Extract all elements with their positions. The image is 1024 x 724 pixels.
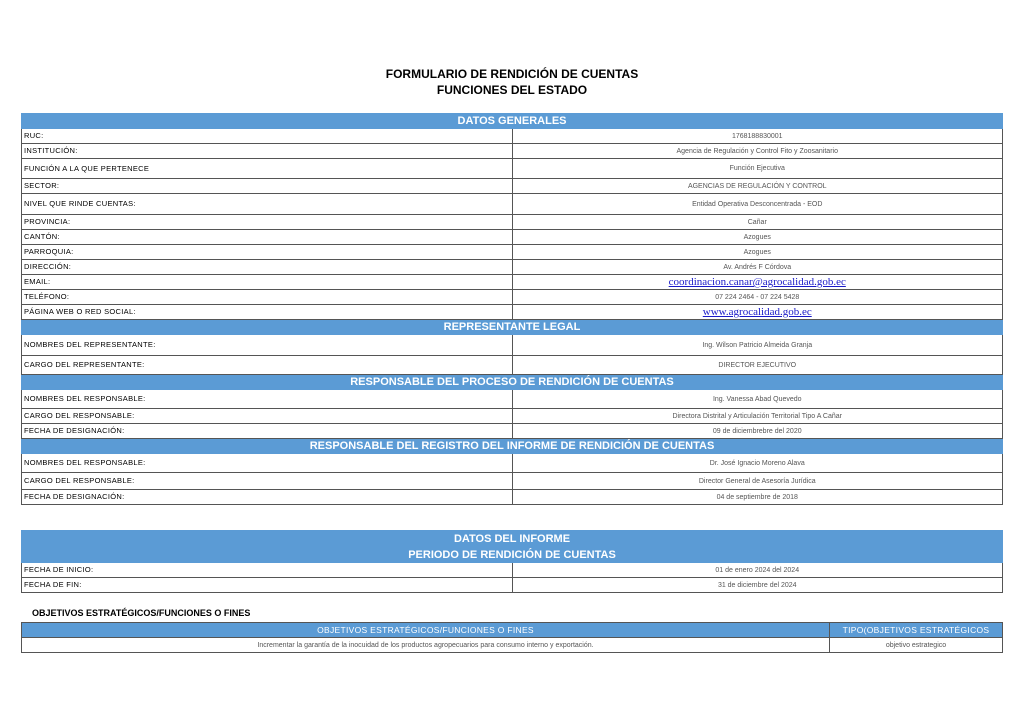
institucion-value: Agencia de Regulación y Control Fito y Zoosanitario — [512, 144, 1003, 159]
form-subtitle: FUNCIONES DEL ESTADO — [436, 83, 588, 97]
funcion-value: Función Ejecutiva — [512, 159, 1003, 179]
registro-fecha-value: 04 de septiembre de 2018 — [512, 490, 1003, 505]
proceso-cargo-value: Directora Distrital y Articulación Territorial Tipo A Cañar — [512, 409, 1003, 424]
web-label: PÁGINA WEB O RED SOCIAL: — [22, 305, 513, 320]
objetivos-table — [21, 622, 1003, 653]
registro-cargo-label: CARGO DEL RESPONSABLE: — [22, 473, 513, 490]
registro-fecha-label: FECHA DE DESIGNACIÓN: — [22, 490, 513, 505]
form-title: FORMULARIO DE RENDICIÓN DE CUENTAS — [385, 67, 639, 81]
direccion-label: DIRECCIÓN: — [22, 260, 513, 275]
representante-cargo-value: DIRECTOR EJECUTIVO — [512, 356, 1003, 375]
fecha-fin-label: FECHA DE FIN: — [22, 578, 513, 593]
objetivos-col-header: OBJETIVOS ESTRATÉGICOS/FUNCIONES O FINES — [22, 623, 830, 638]
registro-nombre-value: Dr. José Ignacio Moreno Alava — [512, 454, 1003, 473]
tipo-cell: objetivo estrategico — [830, 638, 1003, 653]
objetivo-cell: Incrementar la garantía de la inocuidad de los productos agropecuarios para consumo interno y exportación. — [22, 638, 830, 653]
representante-nombre-value: Ing. Wilson Patricio Almeida Granja — [512, 335, 1003, 356]
datos-informe-table — [21, 530, 1003, 593]
representante-header: REPRESENTANTE LEGAL — [22, 320, 1003, 335]
representante-cargo-label: CARGO DEL REPRESENTANTE: — [22, 356, 513, 375]
ruc-label: RUC: — [22, 129, 513, 144]
responsable-registro-header: RESPONSABLE DEL REGISTRO DEL INFORME DE RENDICIÓN DE CUENTAS — [22, 439, 1003, 454]
objetivos-section-title: OBJETIVOS ESTRATÉGICOS/FUNCIONES O FINES — [32, 608, 251, 618]
sector-value: AGENCIAS DE REGULACIÓN Y CONTROL — [512, 179, 1003, 194]
direccion-value: Av. Andrés F Córdova — [512, 260, 1003, 275]
tipo-col-header: TIPO(OBJETIVOS ESTRATÉGICOS — [830, 623, 1003, 638]
institucion-label: INSTITUCIÓN: — [22, 144, 513, 159]
datos-informe-header: DATOS DEL INFORME — [22, 531, 1003, 547]
nivel-value: Entidad Operativa Desconcentrada - EOD — [512, 194, 1003, 215]
responsable-proceso-header: RESPONSABLE DEL PROCESO DE RENDICIÓN DE CUENTAS — [22, 375, 1003, 390]
canton-value: Azogues — [512, 230, 1003, 245]
nivel-label: NIVEL QUE RINDE CUENTAS: — [22, 194, 513, 215]
ruc-value: 1768188830001 — [512, 129, 1003, 144]
representante-nombre-label: NOMBRES DEL REPRESENTANTE: — [22, 335, 513, 356]
proceso-cargo-label: CARGO DEL RESPONSABLE: — [22, 409, 513, 424]
web-link[interactable]: www.agrocalidad.gob.ec — [512, 305, 1003, 320]
parroquia-value: Azogues — [512, 245, 1003, 260]
fecha-inicio-value: 01 de enero 2024 del 2024 — [512, 563, 1003, 578]
datos-generales-table — [21, 113, 1003, 505]
email-label: EMAIL: — [22, 275, 513, 290]
table-row — [22, 638, 1003, 653]
email-link[interactable]: coordinacion.canar@agrocalidad.gob.ec — [512, 275, 1003, 290]
proceso-nombre-value: Ing. Vanessa Abad Quevedo — [512, 390, 1003, 409]
proceso-fecha-label: FECHA DE DESIGNACIÓN: — [22, 424, 513, 439]
datos-generales-header: DATOS GENERALES — [22, 114, 1003, 129]
provincia-label: PROVINCIA: — [22, 215, 513, 230]
periodo-header: PERIODO DE RENDICIÓN DE CUENTAS — [22, 547, 1003, 563]
funcion-label: FUNCIÓN A LA QUE PERTENECE — [22, 159, 513, 179]
parroquia-label: PARROQUIA: — [22, 245, 513, 260]
fecha-fin-value: 31 de diciembre del 2024 — [512, 578, 1003, 593]
sector-label: SECTOR: — [22, 179, 513, 194]
canton-label: CANTÓN: — [22, 230, 513, 245]
registro-nombre-label: NOMBRES DEL RESPONSABLE: — [22, 454, 513, 473]
registro-cargo-value: Director General de Asesoría Jurídica — [512, 473, 1003, 490]
fecha-inicio-label: FECHA DE INICIO: — [22, 563, 513, 578]
telefono-value: 07 224 2464 - 07 224 5428 — [512, 290, 1003, 305]
provincia-value: Cañar — [512, 215, 1003, 230]
telefono-label: TELÉFONO: — [22, 290, 513, 305]
proceso-nombre-label: NOMBRES DEL RESPONSABLE: — [22, 390, 513, 409]
proceso-fecha-value: 09 de diciembrebre del 2020 — [512, 424, 1003, 439]
